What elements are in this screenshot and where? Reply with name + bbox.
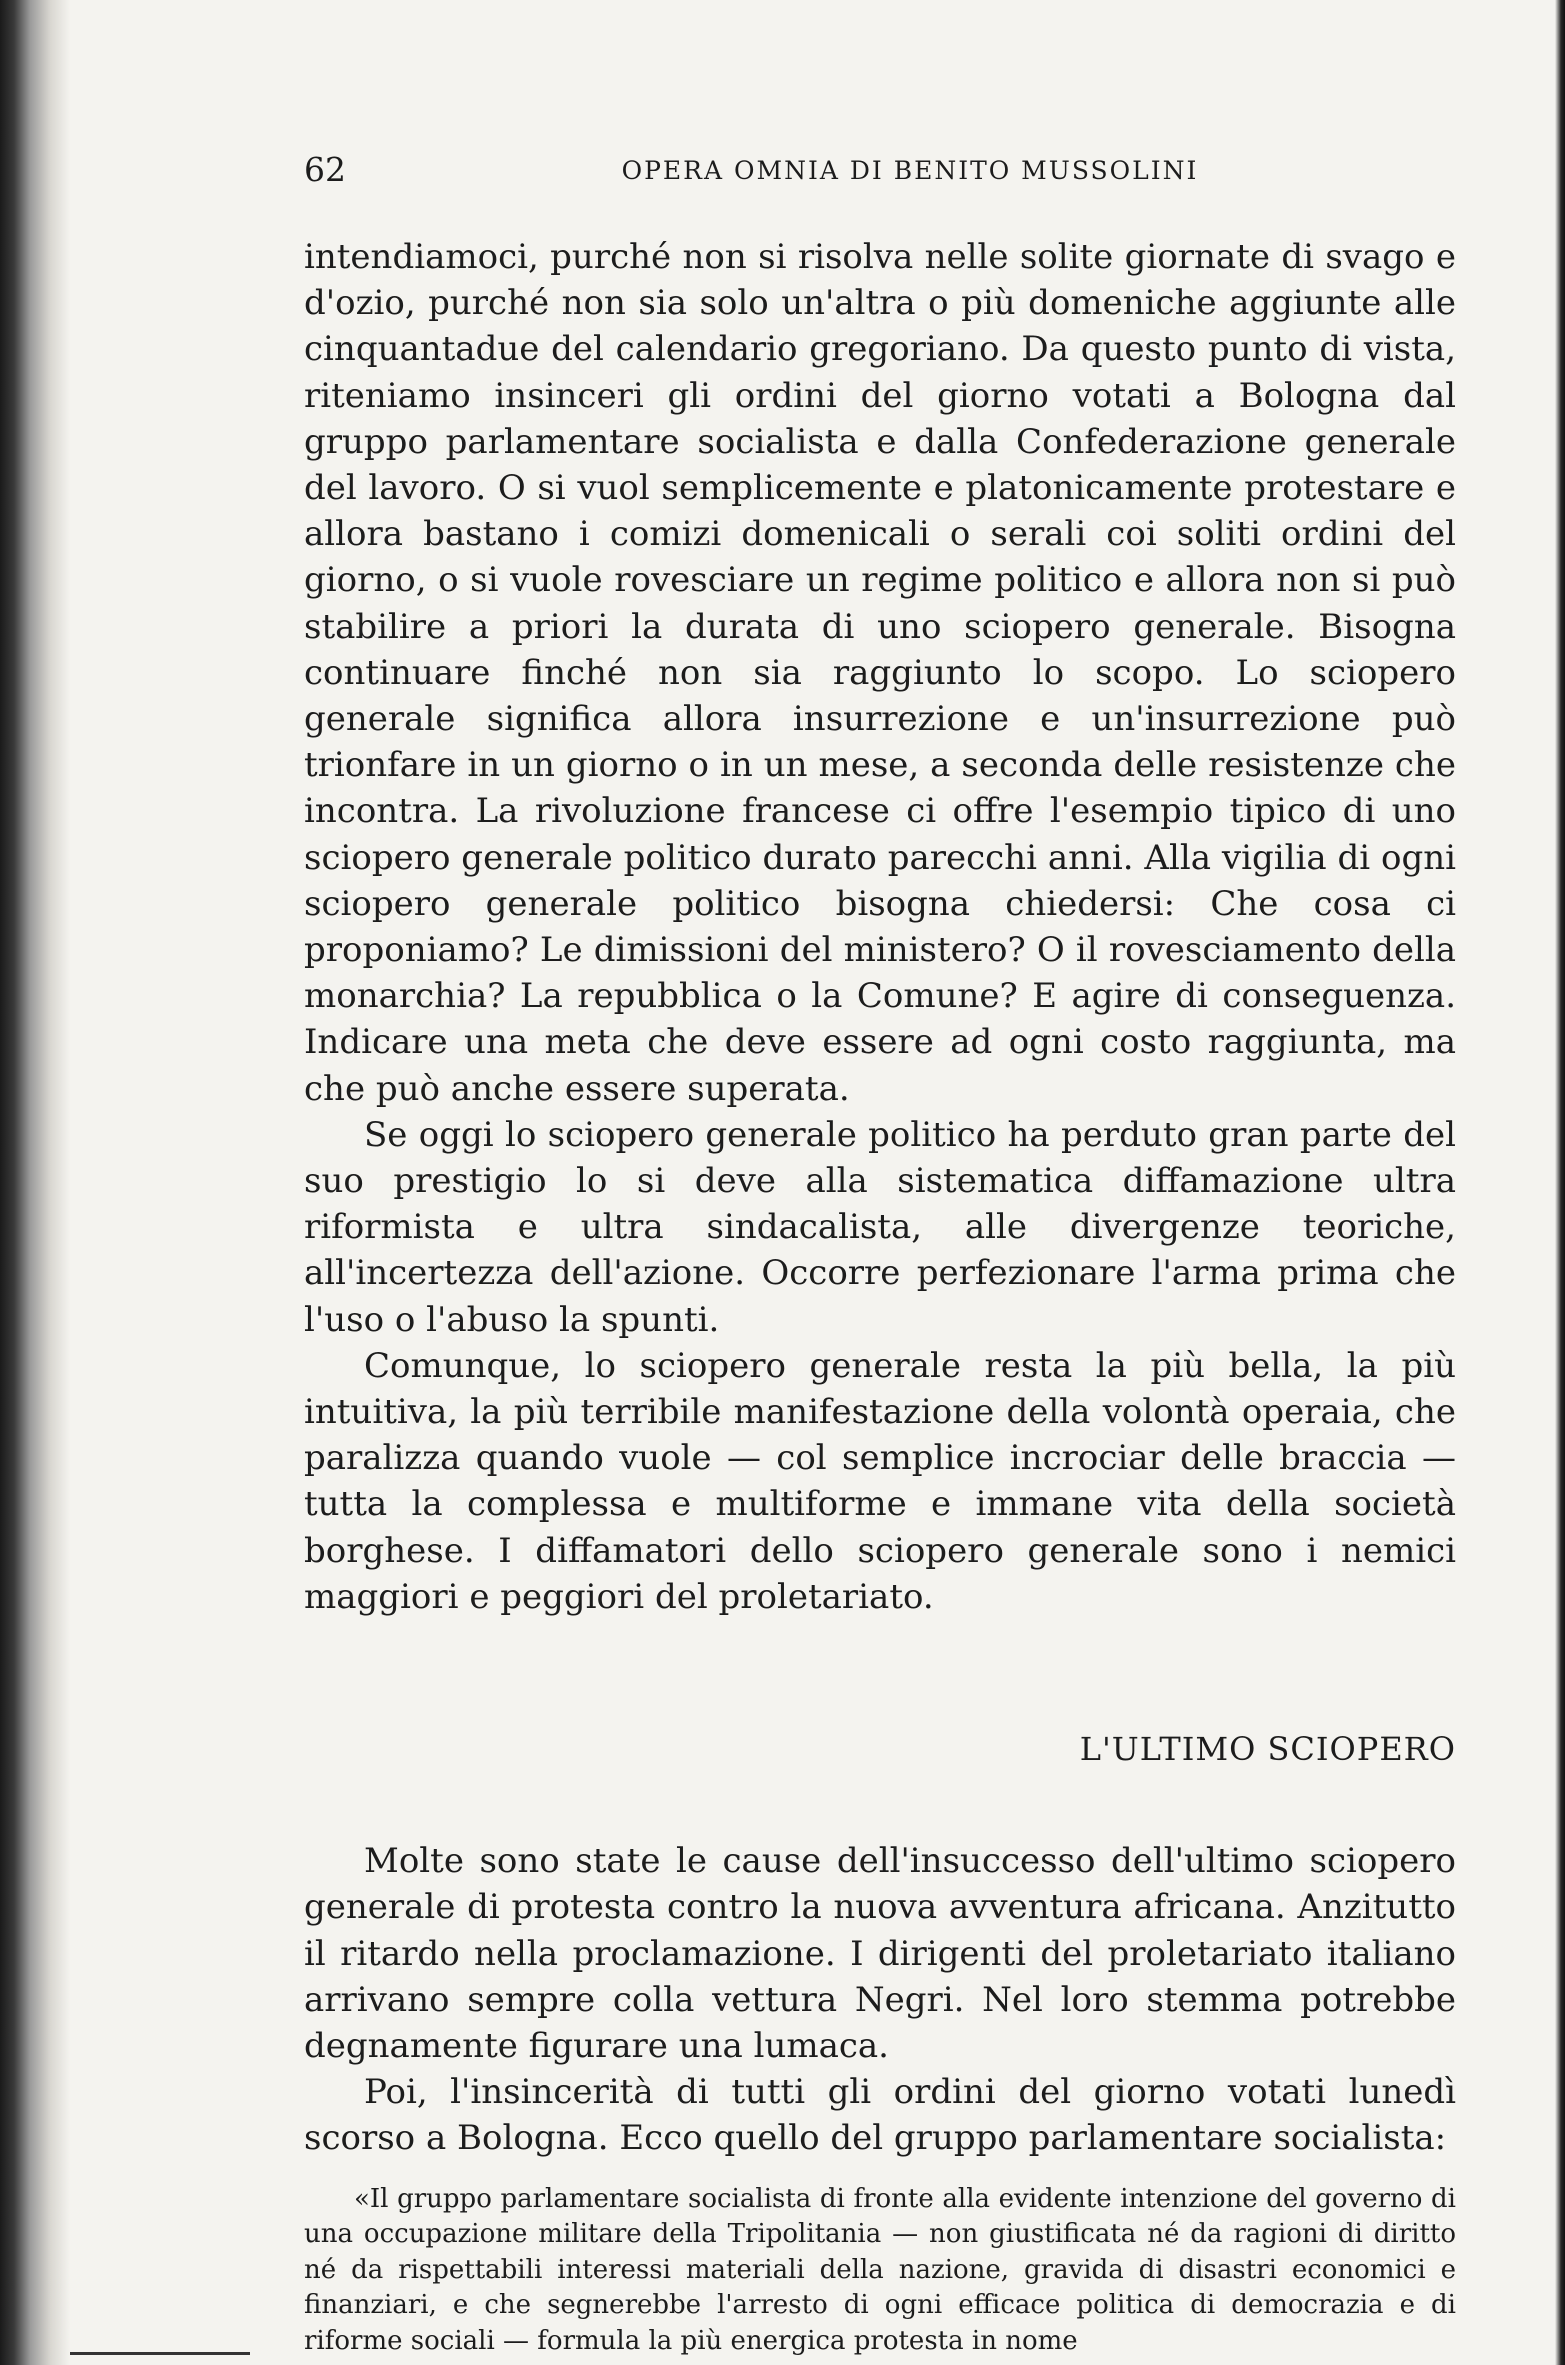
running-head — [304, 150, 1456, 200]
book-page — [304, 150, 1456, 2359]
section-paragraph-2: Poi, l'insincerità di tutti gli ordini del giorno votati lunedì scorso a Bologna. Ecco quello del gruppo parlamentare socialista: — [304, 2072, 1456, 2159]
scan-artifact-rule — [70, 2352, 250, 2355]
book-binding-shadow — [0, 0, 70, 2365]
body-paragraph-3: Comunque, lo sciopero generale resta la più bella, la più intuitiva, la più terribile manifestazione della volontà operaia, che paralizza quando vuole — col semplice incrociar delle braccia — tutta la complessa e multiforme e immane vita della società borghese. I diffamatori dello sciopero generale sono i nemici maggiori e peggiori del proletariato. — [304, 1345, 1456, 1617]
section-title: L'ULTIMO SCIOPERO — [1079, 1730, 1456, 1769]
body-paragraph-1: intendiamoci, purché non si risolva nelle solite giornate di svago e d'ozio, purché non sia solo un'altra o più domeniche aggiunte alle cinquantadue del calendario gregoriano. Da questo punto di vista, riteniamo insinceri gli ordini del giorno votati a Bologna dal gruppo parlamentare socialista e dalla Confederazione generale del lavoro. O si vuol semplicemente e platonicamente protestare e allora bastano i comizi domenicali o serali coi soliti ordini del giorno, o si vuole rovesciare un regime politico e allora non si può stabilire a priori la durata di uno sciopero generale. Bisogna continuare finché non sia raggiunto lo scopo. Lo sciopero generale significa allora insurrezione e un'insurrezione può trionfare in un giorno o in un mese, a seconda delle resistenze che incontra. La rivoluzione francese ci offre l'esempio tipico di uno sciopero generale politico durato parecchi anni. Alla vigilia di ogni sciopero generale politico bisogna chiedersi: Che cosa ci proponiamo? Le dimissioni del ministero? O il rovesciamento della monarchia? La repubblica o la Comune? E agire di conseguenza. Indicare una meta che deve essere ad ogni costo raggiunta, ma che può anche essere superata. — [304, 237, 1456, 1109]
quoted-resolution: «Il gruppo parlamentare socialista di fronte alla evidente intenzione del governo di una occupazione militare della Tripolitania — non giustificata né da ragioni di diritto né da rispettabili interessi materiali della nazione, gravida di disastri economici e finanziari, e che segnerebbe l'arresto di ogni efficace politica di democrazia e di riforme sociali — formula la più energica protesta in nome — [304, 2183, 1456, 2356]
header-title: OPERA OMNIA DI BENITO MUSSOLINI — [621, 156, 1199, 185]
body-paragraph-2: Se oggi lo sciopero generale politico ha perduto gran parte del suo prestigio lo si deve alla sistematica diffamazione ultra riformista e ultra sindacalista, alle divergenze teoriche, all'incertezza dell'azione. Occorre perfezionare l'arma prima che l'uso o l'abuso la spunti. — [304, 1114, 1456, 1340]
page-edge-shadow — [1555, 0, 1565, 2365]
page-number: 62 — [304, 150, 346, 189]
section-paragraph-1: Molte sono state le cause dell'insuccesso dell'ultimo sciopero generale di protesta contro la nuova avventura africana. Anzitutto il ritardo nella proclamazione. I dirigenti del proletariato italiano arrivano sempre colla vettura Negri. Nel loro stemma potrebbe degnamente figurare una lumaca. — [304, 1841, 1456, 2066]
